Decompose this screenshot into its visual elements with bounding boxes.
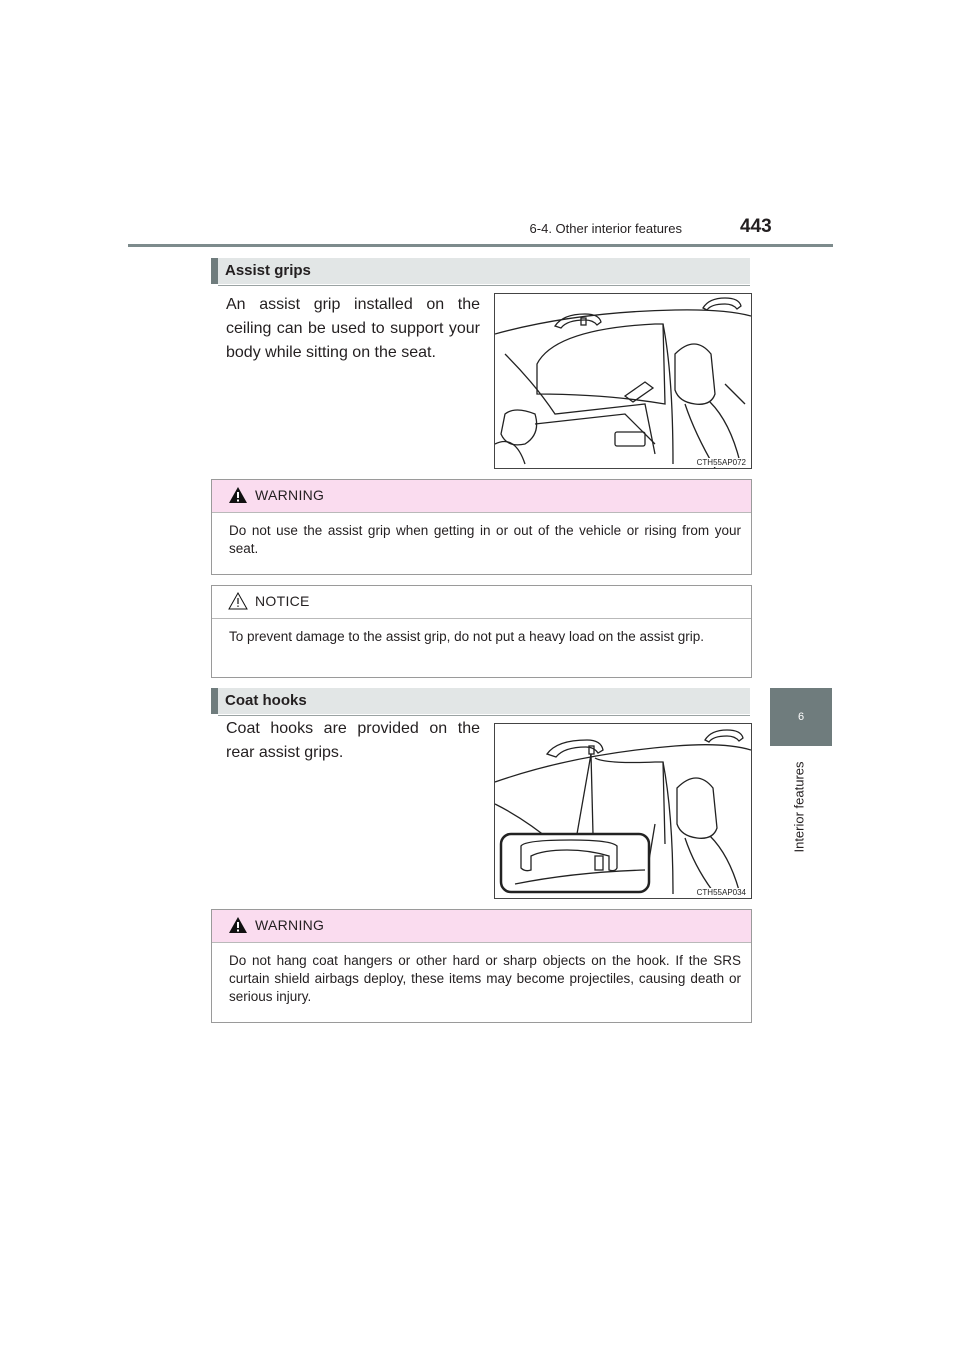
assist-grips-description: An assist grip installed on the ceiling can be used to support your body while sitting on the seat. [226,296,480,361]
figure-code: CTH55AP034 [696,888,746,897]
notice-text: To prevent damage to the assist grip, do not put a heavy load on the assist grip. [229,629,705,644]
car-interior-drawing [495,294,751,468]
coat-hook-illustration [494,723,752,899]
coat-hooks-heading [211,688,750,714]
coat-hooks-heading-text: Coat hooks [225,692,307,709]
header-rule [128,244,833,247]
caution-icon [228,592,248,610]
chapter-number: 6 [797,711,805,723]
assist-grips-heading-text: Assist grips [225,262,311,279]
car-interior-coat-hook-drawing [495,724,751,898]
warning-text: Do not hang coat hangers or other hard or sharp objects on the hook. If the SRS curtain shield airbags deploy, these items may become projectiles, causing death or serious injury. [229,953,741,1004]
coat-hooks-description: Coat hooks are provided on the rear assist grips. [226,720,480,761]
warning-icon [228,486,248,504]
warning-text: Do not use the assist grip when getting in or out of the vehicle or rising from your seat. [229,523,741,556]
chapter-tab[interactable] [770,688,832,746]
assist-grips-heading [211,258,750,284]
chapter-title: Interior features [791,761,807,853]
page-number: 443 [740,216,772,237]
figure-code: CTH55AP072 [696,458,746,467]
assist-grip-illustration [494,293,752,469]
warning-title: WARNING [255,917,325,933]
notice-title: NOTICE [255,593,310,609]
notice-header [212,586,751,619]
warning-header [212,910,751,943]
coat-hook-warning-box [211,909,752,1023]
warning-header [212,480,751,513]
chapter-label [754,752,844,862]
warning-icon [228,916,248,934]
section-title: 6-4. Other interior features [529,221,682,236]
assist-grip-notice-box [211,585,752,678]
warning-title: WARNING [255,487,325,503]
assist-grip-warning-box [211,479,752,575]
